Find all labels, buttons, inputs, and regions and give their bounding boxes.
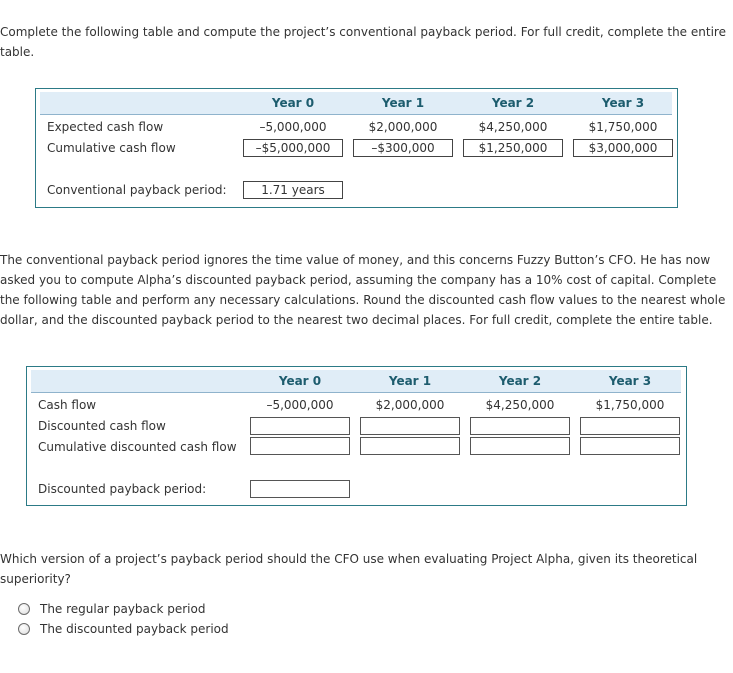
cash-flow-year-0: –5,000,000 xyxy=(266,398,334,412)
expected-cash-flow-year-1: $2,000,000 xyxy=(368,120,438,134)
col-header-year-1: Year 1 xyxy=(388,374,432,388)
cumulative-cash-flow-year-2: $1,250,000 xyxy=(463,139,563,157)
cumulative-cash-flow-year-1: –$300,000 xyxy=(353,139,453,157)
cumulative-cash-flow-year-0: –$5,000,000 xyxy=(243,139,343,157)
cash-flow-year-2: $4,250,000 xyxy=(485,398,555,412)
cash-flow-year-1: $2,000,000 xyxy=(375,398,445,412)
radio-button-icon[interactable] xyxy=(18,623,30,635)
cumulative-discounted-cash-flow-year-1-input[interactable] xyxy=(360,437,460,455)
discounted-payback-instructions: The conventional payback period ignores the time value of money, and this concerns Fuzzy Button’s CFO. He has now asked you to compute Alpha’s discounted payback period, assuming the company has a 10% cost of capital. Complete the following table and perform any necessary calculations. Round the discounted cash flow values to the nearest whole dollar, and the discounted payback period to the nearest two decimal places. For full credit, complete the entire table. xyxy=(0,253,726,327)
col-header-year-0: Year 0 xyxy=(271,96,315,110)
discounted-payback-label: Discounted payback period: xyxy=(38,482,207,496)
col-header-year-2: Year 2 xyxy=(491,96,535,110)
conventional-payback-label: Conventional payback period: xyxy=(47,183,227,197)
discounted-cash-flow-year-2-input[interactable] xyxy=(470,417,570,435)
expected-cash-flow-year-2: $4,250,000 xyxy=(478,120,548,134)
discounted-cash-flow-year-3-input[interactable] xyxy=(580,417,680,435)
option-label: The regular payback period xyxy=(40,602,206,616)
col-header-year-3: Year 3 xyxy=(601,96,645,110)
radio-button-icon[interactable] xyxy=(18,603,30,615)
cash-flow-year-3: $1,750,000 xyxy=(595,398,665,412)
discounted-payback-input[interactable] xyxy=(250,480,350,498)
intro-instructions: Complete the following table and compute the project’s conventional payback period. For full credit, complete the entire table. xyxy=(0,25,726,59)
discounted-cash-flow-year-1-input[interactable] xyxy=(360,417,460,435)
cumulative-cash-flow-year-3: $3,000,000 xyxy=(573,139,673,157)
table-header-row xyxy=(40,92,672,115)
row-label-expected-cash-flow: Expected cash flow xyxy=(47,120,164,134)
expected-cash-flow-year-3: $1,750,000 xyxy=(588,120,658,134)
row-label-discounted-cash-flow: Discounted cash flow xyxy=(38,419,166,433)
option-label: The discounted payback period xyxy=(40,622,229,636)
discounted-payback-table xyxy=(26,366,687,506)
cumulative-discounted-cash-flow-year-2-input[interactable] xyxy=(470,437,570,455)
row-label-cumulative-discounted-cash-flow: Cumulative discounted cash flow xyxy=(38,440,237,454)
col-header-year-3: Year 3 xyxy=(608,374,652,388)
row-label-cash-flow: Cash flow xyxy=(38,398,97,412)
row-label-cumulative-cash-flow: Cumulative cash flow xyxy=(47,141,176,155)
col-header-year-0: Year 0 xyxy=(278,374,322,388)
expected-cash-flow-year-0: –5,000,000 xyxy=(259,120,327,134)
table-header-row xyxy=(31,370,681,393)
cumulative-discounted-cash-flow-year-0-input[interactable] xyxy=(250,437,350,455)
cumulative-discounted-cash-flow-year-3-input[interactable] xyxy=(580,437,680,455)
discounted-cash-flow-year-0-input[interactable] xyxy=(250,417,350,435)
conventional-payback-value: 1.71 years xyxy=(243,181,343,199)
col-header-year-2: Year 2 xyxy=(498,374,542,388)
conventional-payback-table xyxy=(35,88,678,208)
col-header-year-1: Year 1 xyxy=(381,96,425,110)
question-text: Which version of a project’s payback period should the CFO use when evaluating Project Alpha, given its theoretical superiority? xyxy=(0,552,698,586)
